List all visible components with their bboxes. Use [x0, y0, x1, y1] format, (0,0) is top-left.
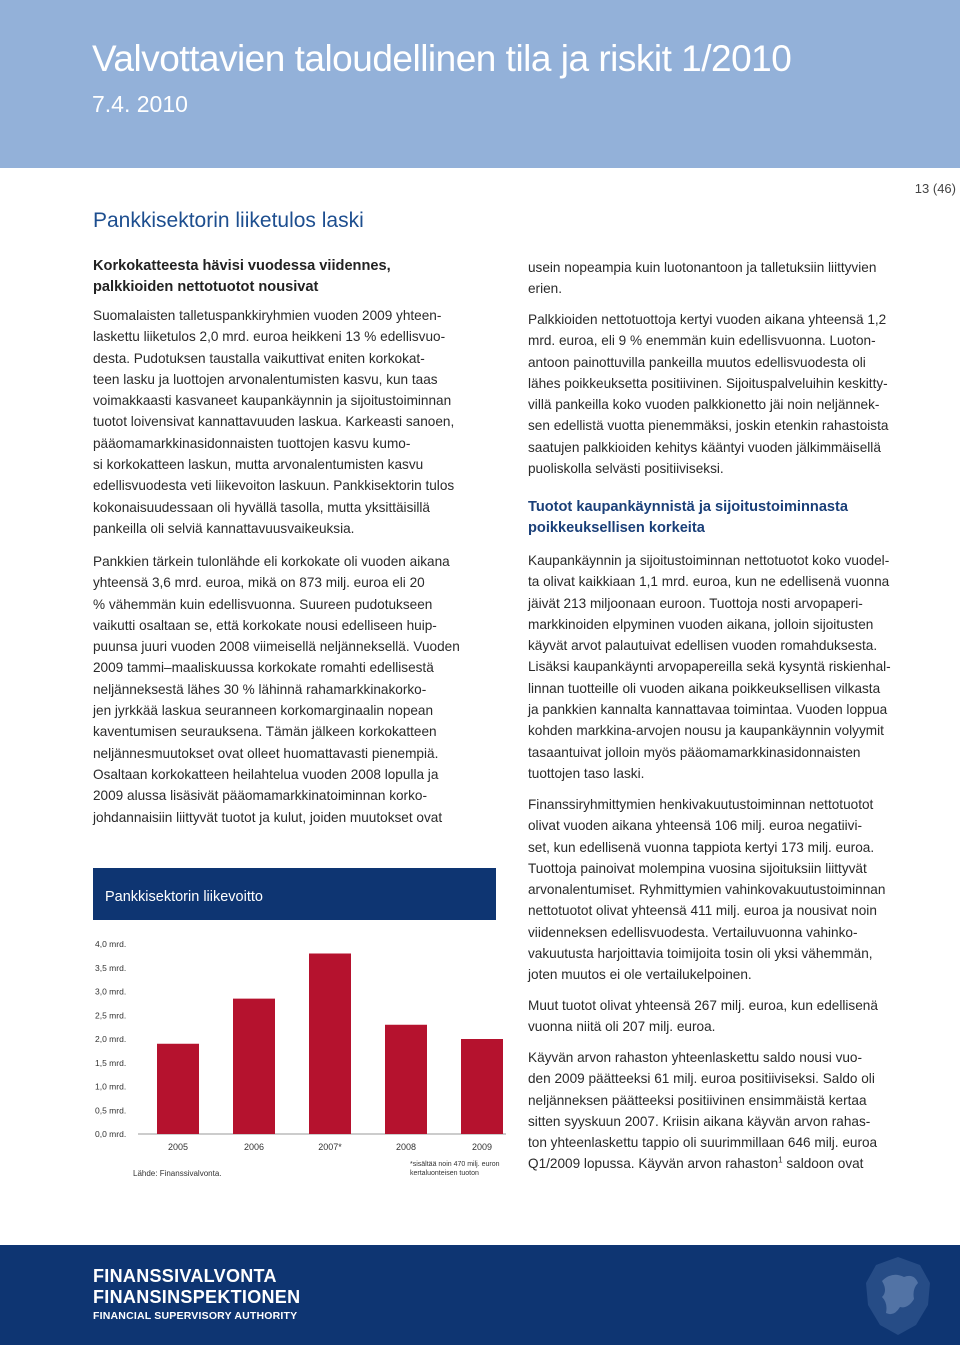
lion-emblem-icon — [858, 1253, 938, 1339]
x-tick-label: 2008 — [395, 1142, 417, 1152]
y-tick-label: 3,0 mrd. — [95, 986, 127, 997]
right-paragraph-5: Muut tuotot olivat yhteensä 267 milj. euroa, kun edellisenä vuonna niitä oli 207 milj. euroa. — [528, 998, 878, 1035]
bar-series — [157, 954, 503, 1135]
y-tick-label: 3,5 mrd. — [95, 962, 127, 973]
chart-footnote-line-1: *sisältää noin 470 milj. euron — [410, 1161, 500, 1168]
x-tick-label: 2006 — [243, 1142, 265, 1152]
bar-2006 — [233, 999, 275, 1134]
footer-bar — [0, 1245, 960, 1345]
brand-line-1: FINANSSIVALVONTA — [93, 1266, 277, 1286]
chart-title: Pankkisektorin liikevoitto — [105, 889, 263, 905]
y-tick-label: 2,0 mrd. — [95, 1034, 127, 1044]
left-paragraph-2: Pankkien tärkein tulonlähde eli korkokate oli vuoden aikana yhteensä 3,6 mrd. euroa, mikä on 873 milj. euroa eli 20 % vähemmän kuin edellisvuonna. Suureen pudotukseen vaikutti osaltaan se, että korkokate nousi edelliseen huip- puunsa juuri vuoden 2008 viimeisellä neljänneksellä. Vuoden 2009 tammi–maaliskuussa korkokate romahti edellisestä neljänneksestä lähes 30 % lähinnä rahamarkkinakorko- jen jyrkkää laskua seuranneen korkomarginaalin nopean kaventumisen seurauksena. Tämän jälkeen korkokatteen neljännesmuutokset ovat olleet huomattavasti pienempiä. Osaltaan korkokatteen heilahtelua vuoden 2008 lopulla ja 2009 alussa lisäsivät pääomamarkkinatoiminnan korko- johdannaisiin liittyvät tuotot ja kulut, joiden muutokset ovat — [93, 554, 460, 825]
right-paragraph-3: Kaupankäynnin ja sijoitustoiminnan nettotuotot koko vuodel- ta olivat kaikkiaan 1,1 mrd. euroa, kun ne edellisenä vuonna jäivät 213 miljoonaan euroon. Tuottoja nosti arvopaperi- markkinoiden elpyminen vuoden aikana, jolloin sijoitusten käyvät arvot palautuivat edellisen vuoden romahduksesta. Lisäksi kaupankäynti arvopapereilla sekä kysyntä riskienhal- linnan tuotteille oli vuoden aikana poikkeuksellisen vilkasta ja pankkien kannalta kannattavaa toimintaa. Vuoden loppua kohden markkina-arvojen nousu ja kaupankäynnin volyymit tasaantuivat jolloin myös pääomamarkkinasidonnaisten tuottojen taso laski. — [528, 553, 891, 781]
x-tick-label: 2005 — [167, 1142, 189, 1152]
y-tick-label: 0,0 mrd. — [95, 1129, 127, 1139]
y-tick-label: 1,5 mrd. — [95, 1057, 127, 1068]
right-paragraph-6: Käyvän arvon rahaston yhteenlaskettu saldo nousi vuo- den 2009 päätteeksi 61 milj. euroa positiiviseksi. Saldo oli neljänneksen päätteeksi positiivinen ensimmäistä kertaa sitten syyskuun 2007. Kriisin aikana käyvän arvon rahas- ton yhteenlaskettu tappio oli suurimmillaan 646 milj. euroa Q1/2009 lopussa. Käyvän arvon rahaston$^1$ saldoon ovat — [528, 1050, 878, 1172]
bar-2009 — [461, 1039, 503, 1134]
right-paragraph-1: usein nopeampia kuin luotonantoon ja talletuksiin liittyvien erien. — [528, 260, 877, 297]
x-tick-label: 2009 — [471, 1142, 493, 1152]
page-number: 13 (46) — [914, 181, 956, 196]
y-tick-label: 0,5 mrd. — [95, 1105, 127, 1116]
left-heading: Korkokatteesta hävisi vuodessa viidennes, palkkioiden nettotuotot nousivat — [93, 258, 391, 296]
bar-2005 — [157, 1044, 199, 1134]
chart-source: Lähde: Finanssivalvonta. — [133, 1169, 222, 1178]
x-axis-labels — [168, 1142, 492, 1152]
bar-2007* — [309, 954, 351, 1135]
right-heading: Tuotot kaupankäynnistä ja sijoitustoiminnasta poikkeuksellisen korkeita — [528, 499, 849, 537]
brand-line-2: FINANSINSPEKTIONEN — [93, 1287, 301, 1307]
brand-line-3: FINANCIAL SUPERVISORY AUTHORITY — [93, 1310, 298, 1322]
y-axis-ticks — [95, 939, 126, 1139]
report-date: 7.4. 2010 — [92, 91, 188, 117]
x-tick-label: 2007* — [318, 1142, 342, 1152]
footnote-ref: 1 — [778, 1155, 783, 1165]
chart-footnote-line-2: kertaluonteisen tuoton — [410, 1170, 479, 1177]
right-paragraph-4: Finanssiryhmittymien henkivakuutustoiminnan nettotuotot olivat vuoden aikana yhteensä 106 milj. euroa negatiivi- set, kun edellisenä vuonna tappiota kertyi 173 milj. euroa. Tuottoja painoivat molempina vuosina sijoituksiin liittyvät arvonalentumiset. Ryhmittymien vahinkovakuutustoiminnan nettotuotot olivat yhteensä 411 milj. euroa ja nousivat noin viidenneksen edellisvuodesta. Vertailuvuonna vahinko- vakuutusta harjoittavia toimijoita tosin oli yksi vähemmän, joten muutos ei ole vertailukelpoinen. — [528, 797, 886, 983]
left-paragraph-1: Suomalaisten talletuspankkiryhmien vuoden 2009 yhteen- laskettu liiketulos 2,0 mrd. euroa heikkeni 13 % edellisvuo- desta. Pudotuksen taustalla vaikuttivat eniten korkokat- teen lasku ja luottojen arvonalentumisten kasvu, kun taas voimakkaasti kasvaneet kaupankäynnin ja sijoitustoiminnan tuotot loivensivat kannattavuuden laskua. Karkeasti sanoen, pääomamarkkinasidonnaisten tuottojen kasvu kumo- si korkokatteen laskun, mutta arvonalentumisten kasvu edellisvuodesta veti liikevoiton laskuun. Pankkisektorin tulos kokonaisuudessaan oli hyvällä tasolla, mutta yksittäisillä pankeilla oli selviä kannattavuusvaikeuksia. — [93, 308, 455, 536]
y-tick-label: 4,0 mrd. — [95, 939, 127, 949]
y-tick-label: 1,0 mrd. — [95, 1081, 127, 1092]
bar-2008 — [385, 1025, 427, 1134]
y-tick-label: 2,5 mrd. — [95, 1010, 127, 1021]
brand-logo-text — [93, 1266, 300, 1324]
right-paragraph-2: Palkkioiden nettotuottoja kertyi vuoden aikana yhteensä 1,2 mrd. euroa, eli 9 % enemmän kuin edellisvuonna. Luoton- antoon painottuvilla pankeilla muutos edellisvuodesta oli lähes poikkeuksetta positiivinen. Sijoituspalveluihin keskitty- villä pankeilla koko vuoden palkkionetto jäi noin neljännek- sen edellistä vuotta pienemmäksi, joskin etenkin rahastoista saatujen palkkioiden kehitys kääntyi vuoden jälkimmäisellä puoliskolla selvästi positiiviseksi. — [528, 312, 889, 477]
report-title: Valvottavien taloudellinen tila ja riskit 1/2010 — [92, 38, 792, 79]
section-title: Pankkisektorin liiketulos laski — [93, 209, 364, 232]
